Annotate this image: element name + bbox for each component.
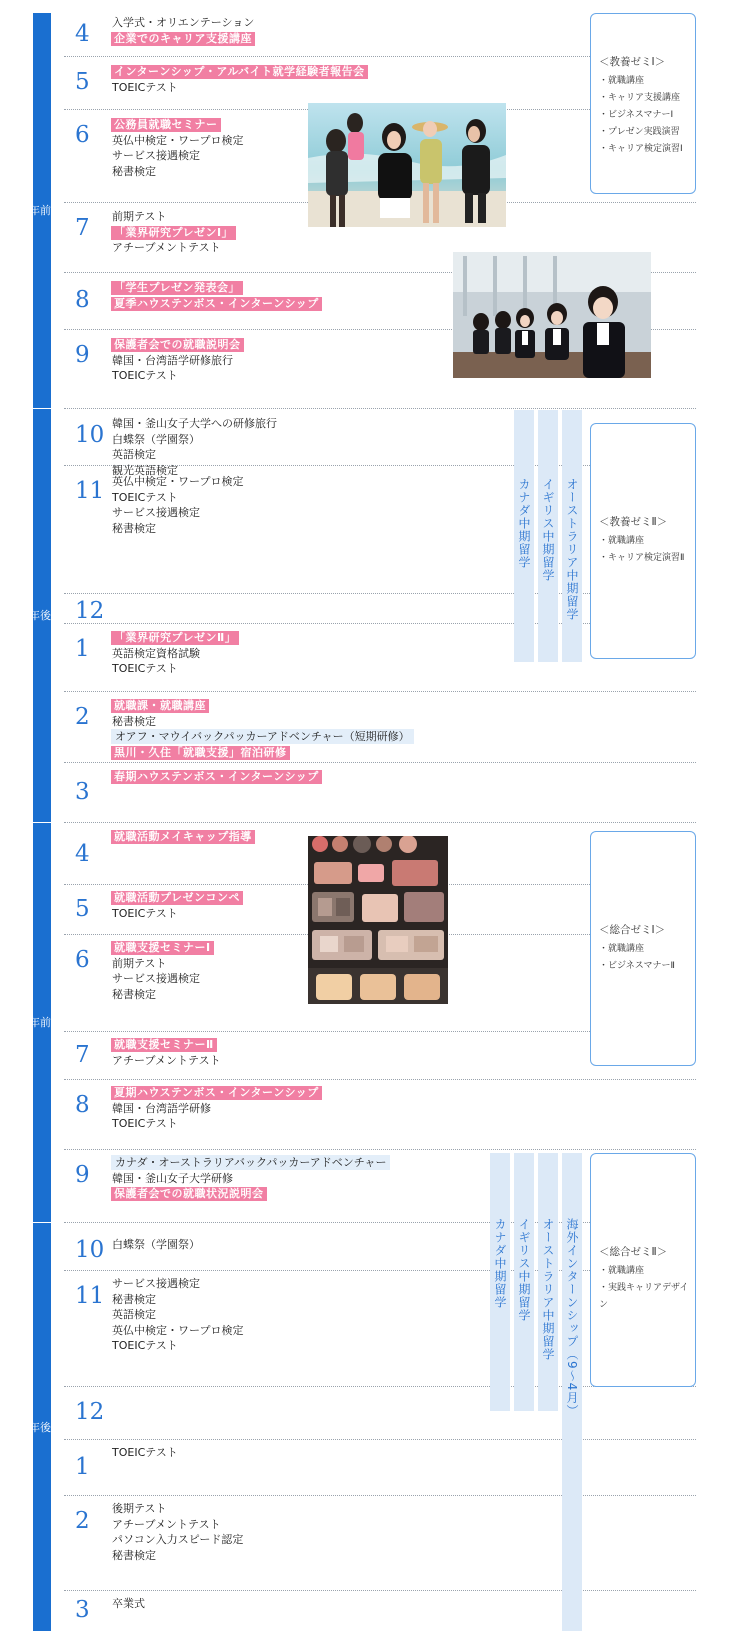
event-text: アチーブメントテスト	[112, 241, 221, 254]
event-line	[112, 240, 236, 256]
highlighted-event: 企業でのキャリア支援講座	[111, 32, 255, 46]
month-number: 4	[75, 20, 90, 47]
event-line	[112, 956, 214, 972]
event-line	[112, 31, 255, 47]
month-events	[112, 15, 255, 46]
event-text: 韓国・釜山女子大学研修	[112, 1171, 233, 1185]
event-line	[112, 646, 239, 662]
event-line	[112, 1596, 145, 1612]
event-text: TOEICテスト	[112, 369, 178, 382]
event-text: 英仏中検定・ワープロ検定	[112, 1323, 244, 1337]
event-line	[112, 1101, 322, 1117]
seminar-item: ・就職講座	[599, 944, 645, 954]
month-number: 11	[75, 478, 105, 504]
event-line	[112, 1501, 243, 1517]
event-line	[112, 64, 368, 80]
event-line	[112, 505, 243, 521]
month-events	[112, 1501, 243, 1563]
event-line	[112, 971, 214, 987]
makeup-palette-photo	[308, 836, 448, 1004]
event-text: 卒業式	[112, 1597, 145, 1610]
canada-study-label-y1: カナダ中期留学	[517, 478, 531, 569]
event-text: 秘書検定	[112, 1548, 156, 1562]
event-text: 秘書検定	[112, 521, 156, 535]
month-number: 12	[75, 1399, 105, 1425]
period-label: 1	[22, 204, 29, 217]
uk-study-label-y2: イギリス中期留学	[517, 1218, 531, 1322]
event-line	[112, 337, 244, 353]
month-number: 4	[75, 841, 90, 867]
highlighted-event: 就職課・就職講座	[111, 699, 209, 713]
period-bar-year2-second	[22, 1223, 62, 1631]
event-text: 英仏中検定・ワープロ検定	[112, 133, 244, 147]
seminar-item: ・ビジネスマナーⅡ	[599, 961, 675, 971]
event-line	[112, 225, 236, 241]
highlighted-event: 黒川・久住「就職支援」宿泊研修	[111, 746, 290, 760]
highlighted-event: 保護者会での就職説明会	[111, 338, 244, 352]
event-text: 前期テスト	[112, 210, 167, 223]
month-number: 6	[75, 122, 90, 148]
event-text: 秘書検定	[112, 164, 156, 178]
overseas-internship-label: 海外インターンシップ（9～4月）	[565, 1218, 579, 1418]
month-number: 9	[75, 342, 90, 368]
period-bar-year1-first	[22, 13, 62, 408]
event-line	[112, 698, 414, 714]
event-line	[112, 1532, 243, 1548]
event-line	[112, 15, 255, 31]
event-line	[112, 164, 243, 180]
event-line	[112, 1053, 221, 1069]
event-line	[112, 148, 243, 164]
event-line	[112, 630, 239, 646]
period-label: 後	[40, 609, 51, 622]
event-line	[112, 1445, 178, 1461]
event-line	[112, 1237, 200, 1253]
event-line	[112, 714, 414, 730]
period-label: 前	[40, 204, 51, 217]
month-number: 1	[75, 636, 90, 662]
event-line	[112, 890, 243, 906]
seminar-title: ＜教養ゼミⅡ＞	[599, 516, 668, 528]
month-events	[112, 1155, 390, 1202]
event-text: 英語検定	[112, 448, 156, 461]
seminar-title: ＜総合ゼミⅠ＞	[599, 924, 666, 936]
seminar-box-sogo-1	[590, 831, 696, 1066]
period-label: 期	[51, 1420, 62, 1434]
period-label: 前	[40, 1016, 51, 1029]
month-number: 5	[75, 895, 90, 922]
month-events	[112, 829, 255, 845]
seminar-item: ・プレゼン実践演習	[599, 127, 680, 137]
seminar-box-sogo-2	[590, 1153, 696, 1387]
event-line	[112, 1292, 243, 1308]
month-events	[112, 1085, 322, 1132]
event-text: 入学式・オリエンテーション	[112, 16, 255, 29]
month-number: 3	[75, 778, 90, 805]
month-number: 1	[75, 1453, 90, 1480]
event-line	[112, 1517, 243, 1533]
event-text: TOEICテスト	[112, 1339, 178, 1352]
event-text: 英仏中検定・ワープロ検定	[112, 475, 244, 488]
seminar-title: ＜教養ゼミⅠ＞	[599, 56, 666, 68]
event-line	[112, 1085, 322, 1101]
month-events	[112, 280, 322, 311]
event-line	[112, 117, 243, 133]
month-separator	[64, 1387, 696, 1440]
highlighted-event: 「業界研究プレゼンⅡ」	[111, 631, 239, 645]
event-line	[112, 280, 322, 296]
event-line	[112, 133, 243, 149]
period-label: 年	[29, 204, 40, 217]
month-number: 3	[75, 1597, 90, 1623]
event-text: 韓国・台湾語学研修旅行	[112, 353, 233, 367]
event-line	[112, 940, 214, 956]
event-text: 白蝶祭（学園祭）	[112, 1238, 200, 1251]
month-events	[112, 1276, 243, 1354]
event-text: 英語検定資格試験	[112, 646, 200, 660]
highlighted-event: 春期ハウステンボス・インターンシップ	[111, 770, 322, 784]
event-text: 韓国・台湾語学研修	[112, 1101, 211, 1115]
event-text: TOEICテスト	[112, 490, 178, 504]
seminar-item: ・ビジネスマナーⅠ	[599, 110, 674, 120]
month-events	[112, 117, 243, 179]
month-events	[112, 1596, 145, 1612]
highlighted-event: 夏季ハウステンボス・インターンシップ	[111, 297, 322, 311]
event-line	[112, 368, 244, 384]
month-number: 8	[75, 1092, 90, 1118]
study-program-event: カナダ・オーストラリアバックパッカーアドベンチャー	[111, 1155, 390, 1170]
month-events	[112, 64, 368, 95]
seminar-title: ＜総合ゼミⅡ＞	[599, 1246, 668, 1258]
event-line	[112, 1186, 390, 1202]
event-line	[112, 1116, 322, 1132]
seminar-item: ・就職講座	[599, 76, 645, 86]
month-events	[112, 698, 414, 760]
event-text: TOEICテスト	[112, 1446, 178, 1459]
period-label: 期	[51, 1016, 62, 1029]
event-text: 英語検定	[112, 1308, 156, 1321]
month-events	[112, 337, 244, 384]
event-line	[112, 521, 243, 537]
month-number: 12	[75, 598, 105, 624]
month-events	[112, 630, 239, 677]
event-text: サービス接遇検定	[112, 972, 200, 985]
month-number: 2	[75, 1508, 90, 1534]
canada-study-label-y2: カナダ中期留学	[493, 1218, 507, 1309]
month-number: 10	[75, 422, 105, 448]
month-number: 10	[75, 1237, 105, 1263]
seminar-item: ・就職講座	[599, 536, 645, 546]
event-line	[112, 1276, 243, 1292]
month-number: 8	[75, 287, 90, 313]
event-text: TOEICテスト	[112, 906, 178, 920]
seminar-box-kyoyo-2	[590, 423, 696, 659]
event-text: 秘書検定	[112, 987, 156, 1001]
period-bar-year1-second	[22, 409, 62, 822]
period-label: 期	[51, 609, 62, 622]
event-line	[112, 829, 255, 845]
event-line	[112, 1548, 243, 1564]
event-text: アチーブメントテスト	[112, 1053, 221, 1067]
study-program-event: オアフ・マウイバックパッカーアドベンチャー（短期研修）	[111, 729, 414, 744]
period-label: 1	[22, 609, 29, 622]
month-events	[112, 769, 322, 785]
event-line	[112, 1155, 390, 1171]
event-text: アチーブメントテスト	[112, 1517, 221, 1531]
seminar-box-kyoyo-1	[590, 13, 696, 194]
period-label: 2	[22, 1420, 29, 1434]
seminar-item: ・キャリア検定演習Ⅰ	[599, 144, 683, 154]
highlighted-event: 就職支援セミナーⅠ	[111, 941, 214, 955]
month-events	[112, 416, 277, 478]
event-line	[112, 769, 322, 785]
seminar-item: ・実践キャリアデザイン	[599, 1283, 689, 1310]
event-text: サービス接遇検定	[112, 1277, 200, 1290]
month-number: 5	[75, 69, 90, 95]
month-number: 7	[75, 1041, 90, 1068]
event-line	[112, 1037, 221, 1053]
seminar-item: ・就職講座	[599, 1266, 645, 1276]
period-label: 年	[29, 1420, 40, 1434]
highlighted-event: インターンシップ・アルバイト就学経験者報告会	[111, 65, 368, 79]
event-line	[112, 906, 243, 922]
month-number: 2	[75, 704, 90, 730]
highlighted-event: 夏期ハウステンボス・インターンシップ	[111, 1086, 322, 1100]
event-text: TOEICテスト	[112, 662, 178, 675]
month-number: 6	[75, 947, 90, 973]
highlighted-event: 公務員就職セミナー	[111, 118, 221, 132]
event-line	[112, 353, 244, 369]
beach-students-photo	[308, 103, 506, 227]
period-label: 年	[29, 609, 40, 622]
period-label: 年	[29, 1016, 40, 1029]
highlighted-event: 就職活動メイキャップ指導	[111, 830, 255, 844]
event-text: 秘書検定	[112, 714, 156, 728]
month-events	[112, 1237, 200, 1253]
event-line	[112, 1307, 243, 1323]
highlighted-event: 「業界研究プレゼンⅠ」	[111, 226, 236, 240]
event-line	[112, 1338, 243, 1354]
month-number: 7	[75, 215, 90, 241]
period-label: 期	[51, 204, 62, 217]
seminar-item: ・キャリア支援講座	[599, 93, 681, 103]
event-line	[112, 490, 243, 506]
uk-study-label-y1: イギリス中期留学	[541, 478, 555, 582]
event-line	[112, 661, 239, 677]
month-number: 9	[75, 1162, 90, 1188]
event-line	[112, 209, 236, 225]
event-text: 前期テスト	[112, 956, 167, 970]
event-line	[112, 447, 277, 463]
month-events	[112, 209, 236, 256]
seminar-item: ・キャリア検定演習Ⅱ	[599, 553, 685, 563]
event-text: サービス接遇検定	[112, 506, 200, 519]
event-line	[112, 80, 368, 96]
event-text: パソコン入力スピード認定	[112, 1533, 244, 1546]
period-label: 2	[22, 1016, 29, 1029]
event-text: 後期テスト	[112, 1502, 167, 1515]
event-line	[112, 432, 277, 448]
event-line	[112, 474, 243, 490]
event-text: 秘書検定	[112, 1292, 156, 1306]
event-text: サービス接遇検定	[112, 149, 200, 162]
period-label: 後	[40, 1420, 51, 1434]
month-number: 11	[75, 1283, 105, 1309]
month-events	[112, 1037, 221, 1068]
event-text: 白蝶祭（学園祭）	[112, 432, 200, 446]
event-line	[112, 987, 214, 1003]
highlighted-event: 就職活動プレゼンコンペ	[111, 891, 243, 905]
students-in-suits-photo	[453, 252, 651, 378]
event-line	[112, 1171, 390, 1187]
month-events	[112, 940, 214, 1002]
event-text: 観光英語検定	[112, 463, 178, 477]
event-line	[112, 296, 322, 312]
highlighted-event: 「学生プレゼン発表会」	[111, 281, 243, 295]
month-events	[112, 474, 243, 536]
event-text: TOEICテスト	[112, 1117, 178, 1130]
australia-study-label-y2: オーストラリア中期留学	[541, 1218, 555, 1361]
australia-study-label-y1: オーストラリア中期留学	[565, 478, 579, 621]
month-events	[112, 1445, 178, 1461]
highlighted-event: 就職支援セミナーⅡ	[111, 1038, 217, 1052]
event-text: TOEICテスト	[112, 80, 178, 94]
event-line	[112, 1323, 243, 1339]
period-bar-year2-first	[22, 823, 62, 1222]
highlighted-event: 保護者会での就職状況説明会	[111, 1187, 267, 1201]
event-text: 韓国・釜山女子大学への研修旅行	[112, 417, 277, 430]
event-line	[112, 729, 414, 745]
event-line	[112, 416, 277, 432]
month-events	[112, 890, 243, 921]
event-line	[112, 745, 414, 761]
